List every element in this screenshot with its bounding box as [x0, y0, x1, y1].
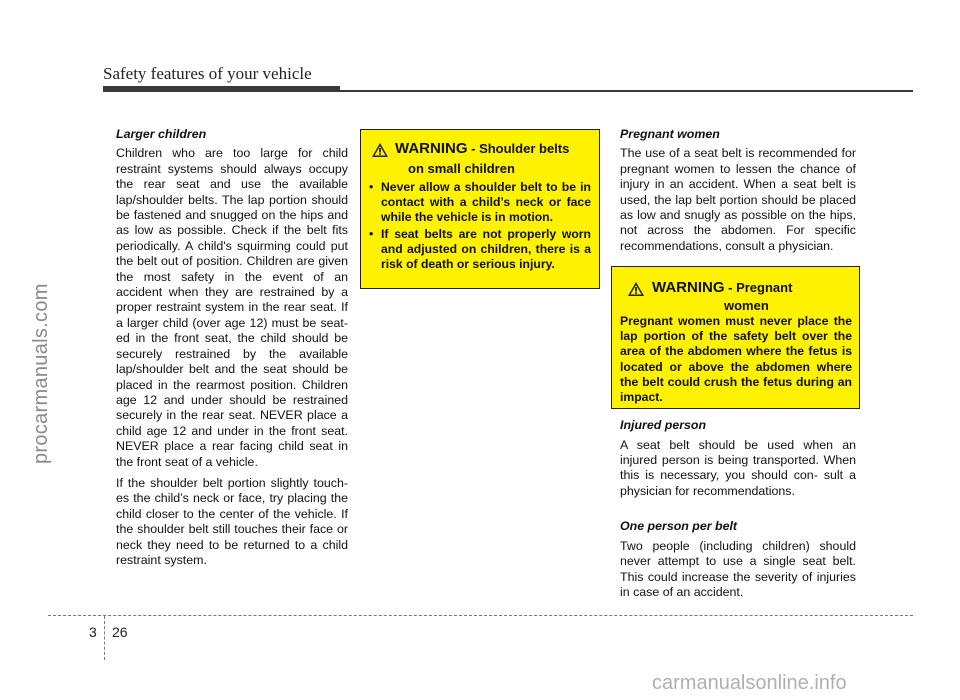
- warning-title-line1: Pregnant: [736, 280, 793, 295]
- watermark-bottom: carmanualsonline.info: [652, 672, 847, 694]
- warning-label: WARNING: [652, 279, 725, 296]
- spacer: [620, 505, 856, 519]
- warning-label: WARNING: [395, 140, 468, 157]
- bullet-icon: •: [369, 226, 374, 241]
- warning-item-text: Never allow a shoulder belt to be in contact with a child’s neck or face while the vehicle is in motion.: [381, 180, 591, 225]
- warning-body-text: Pregnant women must never place the lap portion of the safety belt over the area of the abdomen where the fetus is located or above the abdomen where the belt could crush the fetus during an impact.: [620, 314, 852, 405]
- page-number: 26: [112, 624, 128, 640]
- warning-dash: -: [724, 280, 737, 295]
- watermark-left: procarmanuals.com: [30, 283, 52, 464]
- footer-divider: [104, 616, 105, 660]
- body-paragraph: If the shoulder belt portion slightly touch- es the child’s neck or face, try placing the child closer to the center of the vehicle. If the shoulder belt still touches their face or neck they need to be returned to a child restraint system.: [116, 475, 348, 567]
- body-paragraph: A seat belt should be used when an injured person is being transported. When this is necessary, you should con- sult a physician for recommendations.: [620, 437, 856, 498]
- warning-title: [395, 140, 569, 158]
- body-paragraph: The use of a seat belt is recommended for pregnant women to lessen the chance of injury in an accident. When a seat belt is used, the lap belt portion should be placed as low and snugly as possible on the hips, not across the abdomen. For specific recommendations, consult a physician.: [620, 146, 856, 253]
- warning-list: [369, 180, 591, 273]
- warning-title-line2: women: [724, 298, 769, 313]
- chapter-number: 3: [89, 624, 97, 640]
- body-paragraph: Two people (including children) should never attempt to use a single seat belt. This could increase the severity of injuries in case of an accident.: [620, 538, 856, 599]
- warning-box-shoulder-belts: [360, 129, 600, 289]
- bullet-icon: •: [369, 180, 374, 194]
- section-heading-larger-children: Larger children: [116, 127, 207, 141]
- page-header-title: Safety features of your vehicle: [103, 64, 312, 83]
- section-heading-one-person-per-belt: One person per belt: [620, 519, 738, 534]
- footer-rule: [48, 615, 913, 616]
- warning-title: [652, 279, 792, 297]
- warning-title-line1: Shoulder belts: [479, 141, 570, 156]
- warning-triangle-icon: [627, 281, 645, 297]
- body-paragraph: Children who are too large for child restraint systems should always occupy the rear seat and use the available lap/shoulder belts. The lap portion should be fastened and snugged on the hips and as low as possible. Check if the belt fits periodically. A child's squirming could put the belt out of position. Children are given the most safety in the event of an accident when they are restrained by a proper restraint system in the rear seat. If a larger child (over age 12) must be seat- ed in the front seat, the child should be securely restrained by the available lap/shoulder belt and the seat should be placed in the rearmost position. Children age 12 and under should be restrained securely in the rear seat. NEVER place a child age 12 and under in the front seat. NEVER place a rear facing child seat in the front seat of a vehicle.: [116, 146, 348, 469]
- header-rule: [340, 90, 913, 92]
- warning-list-item: [369, 227, 591, 273]
- warning-box-pregnant-women: [611, 266, 860, 409]
- section-heading-pregnant-women: Pregnant women: [620, 127, 720, 141]
- warning-triangle-icon: [371, 142, 389, 158]
- warning-item-text: If seat belts are not properly worn and adjusted on children, there is a risk of death or serious injury.: [381, 226, 591, 272]
- left-column: [116, 127, 348, 574]
- warning-list-item: [369, 180, 591, 226]
- header-bar: [103, 86, 340, 92]
- warning-dash: -: [467, 141, 480, 156]
- section-heading-injured-person: Injured person: [620, 418, 707, 433]
- warning-title-line2: on small children: [408, 161, 515, 176]
